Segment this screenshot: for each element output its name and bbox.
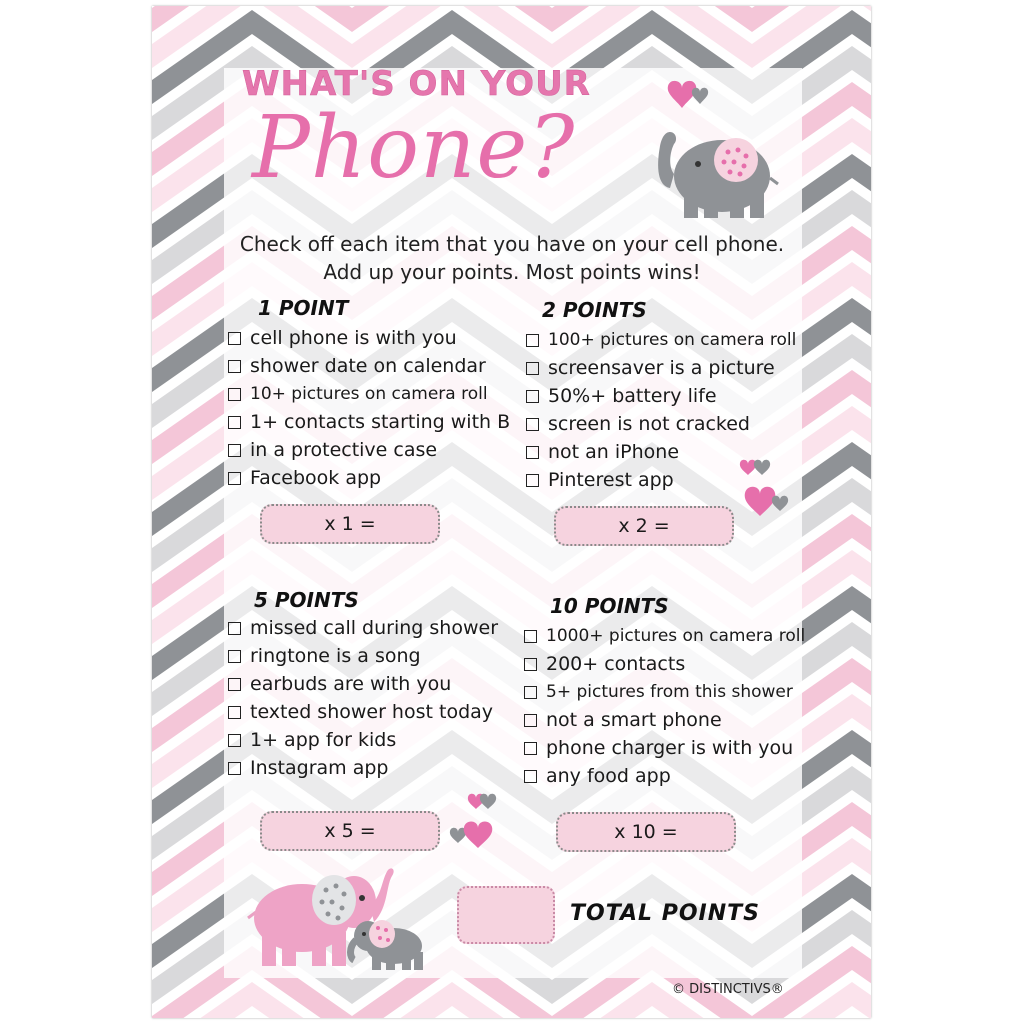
checkbox[interactable] xyxy=(228,622,241,635)
checklist-item[interactable]: ringtone is a song xyxy=(228,642,498,670)
total-points-label: TOTAL POINTS xyxy=(570,901,760,926)
checkbox[interactable] xyxy=(228,706,241,719)
checkbox[interactable] xyxy=(526,362,539,375)
section-10-heading: 10 POINTS xyxy=(550,594,669,618)
title-line-2: Phone? xyxy=(252,98,576,198)
checklist-item[interactable]: 10+ pictures on camera roll xyxy=(228,380,510,408)
checkbox[interactable] xyxy=(524,770,537,783)
checkbox[interactable] xyxy=(524,686,537,699)
checkbox[interactable] xyxy=(228,650,241,663)
score-box-5[interactable]: x 5 = xyxy=(260,811,440,851)
checkbox[interactable] xyxy=(526,446,539,459)
checkbox[interactable] xyxy=(228,762,241,775)
checkbox[interactable] xyxy=(524,714,537,727)
score-box-2[interactable]: x 2 = xyxy=(554,506,734,546)
hearts-top-icon xyxy=(660,76,720,116)
checklist-item[interactable]: 5+ pictures from this shower xyxy=(524,678,805,706)
checkbox[interactable] xyxy=(524,742,537,755)
checkbox[interactable] xyxy=(228,734,241,747)
score-box-1[interactable]: x 1 = xyxy=(260,504,440,544)
section-2-heading: 2 POINTS xyxy=(542,298,647,322)
instructions-line-1: Check off each item that you have on your cell phone. xyxy=(239,232,785,256)
score-box-10[interactable]: x 10 = xyxy=(556,812,736,852)
instructions-line-2: Add up your points. Most points wins! xyxy=(323,260,701,284)
copyright: © DISTINCTIVS® xyxy=(672,982,784,997)
checkbox[interactable] xyxy=(526,474,539,487)
checklist-item[interactable]: 1000+ pictures on camera roll xyxy=(524,622,805,650)
checklist-item[interactable]: 1+ contacts starting with B xyxy=(228,408,510,436)
section-5-heading: 5 POINTS xyxy=(254,588,359,612)
checklist-item[interactable]: cell phone is with you xyxy=(228,324,510,352)
checklist-item[interactable]: shower date on calendar xyxy=(228,352,510,380)
checklist-item[interactable]: earbuds are with you xyxy=(228,670,498,698)
checklist-item[interactable]: Instagram app xyxy=(228,754,498,782)
checklist-item[interactable]: any food app xyxy=(524,762,805,790)
checklist-item[interactable]: missed call during shower xyxy=(228,614,498,642)
checkbox[interactable] xyxy=(526,334,539,347)
checklist-item[interactable]: 50%+ battery life xyxy=(526,382,796,410)
section-1-heading: 1 POINT xyxy=(258,296,349,320)
checkbox[interactable] xyxy=(526,390,539,403)
checklist-item[interactable]: 100+ pictures on camera roll xyxy=(526,326,796,354)
total-points-box[interactable] xyxy=(457,886,555,944)
checklist-item[interactable]: in a protective case xyxy=(228,436,510,464)
checkbox[interactable] xyxy=(228,444,241,457)
checklist-item[interactable]: Facebook app xyxy=(228,464,510,492)
checklist-item[interactable]: 200+ contacts xyxy=(524,650,805,678)
pink-elephants-icon xyxy=(242,862,442,974)
section-10-list xyxy=(524,622,805,790)
checklist-item[interactable]: phone charger is with you xyxy=(524,734,805,762)
checkbox[interactable] xyxy=(228,360,241,373)
checkbox[interactable] xyxy=(228,678,241,691)
hearts-middle-icon xyxy=(444,786,504,856)
checkbox[interactable] xyxy=(228,388,241,401)
checkbox[interactable] xyxy=(228,472,241,485)
checklist-item[interactable]: 1+ app for kids xyxy=(228,726,498,754)
checklist-item[interactable]: screensaver is a picture xyxy=(526,354,796,382)
hearts-right-icon xyxy=(734,454,794,524)
checkbox[interactable] xyxy=(228,332,241,345)
gray-elephant-icon xyxy=(652,118,782,223)
title-line-1: WHAT'S ON YOUR xyxy=(242,64,591,104)
checklist-item[interactable]: not a smart phone xyxy=(524,706,805,734)
checkbox[interactable] xyxy=(526,418,539,431)
section-1-list xyxy=(228,324,510,492)
checkbox[interactable] xyxy=(228,416,241,429)
checklist-item[interactable]: texted shower host today xyxy=(228,698,498,726)
checklist-item[interactable]: Pinterest app xyxy=(526,466,796,494)
checkbox[interactable] xyxy=(524,630,537,643)
checklist-item[interactable]: not an iPhone xyxy=(526,438,796,466)
section-5-list xyxy=(228,614,498,782)
checklist-item[interactable]: screen is not cracked xyxy=(526,410,796,438)
checkbox[interactable] xyxy=(524,658,537,671)
game-card xyxy=(152,6,871,1018)
